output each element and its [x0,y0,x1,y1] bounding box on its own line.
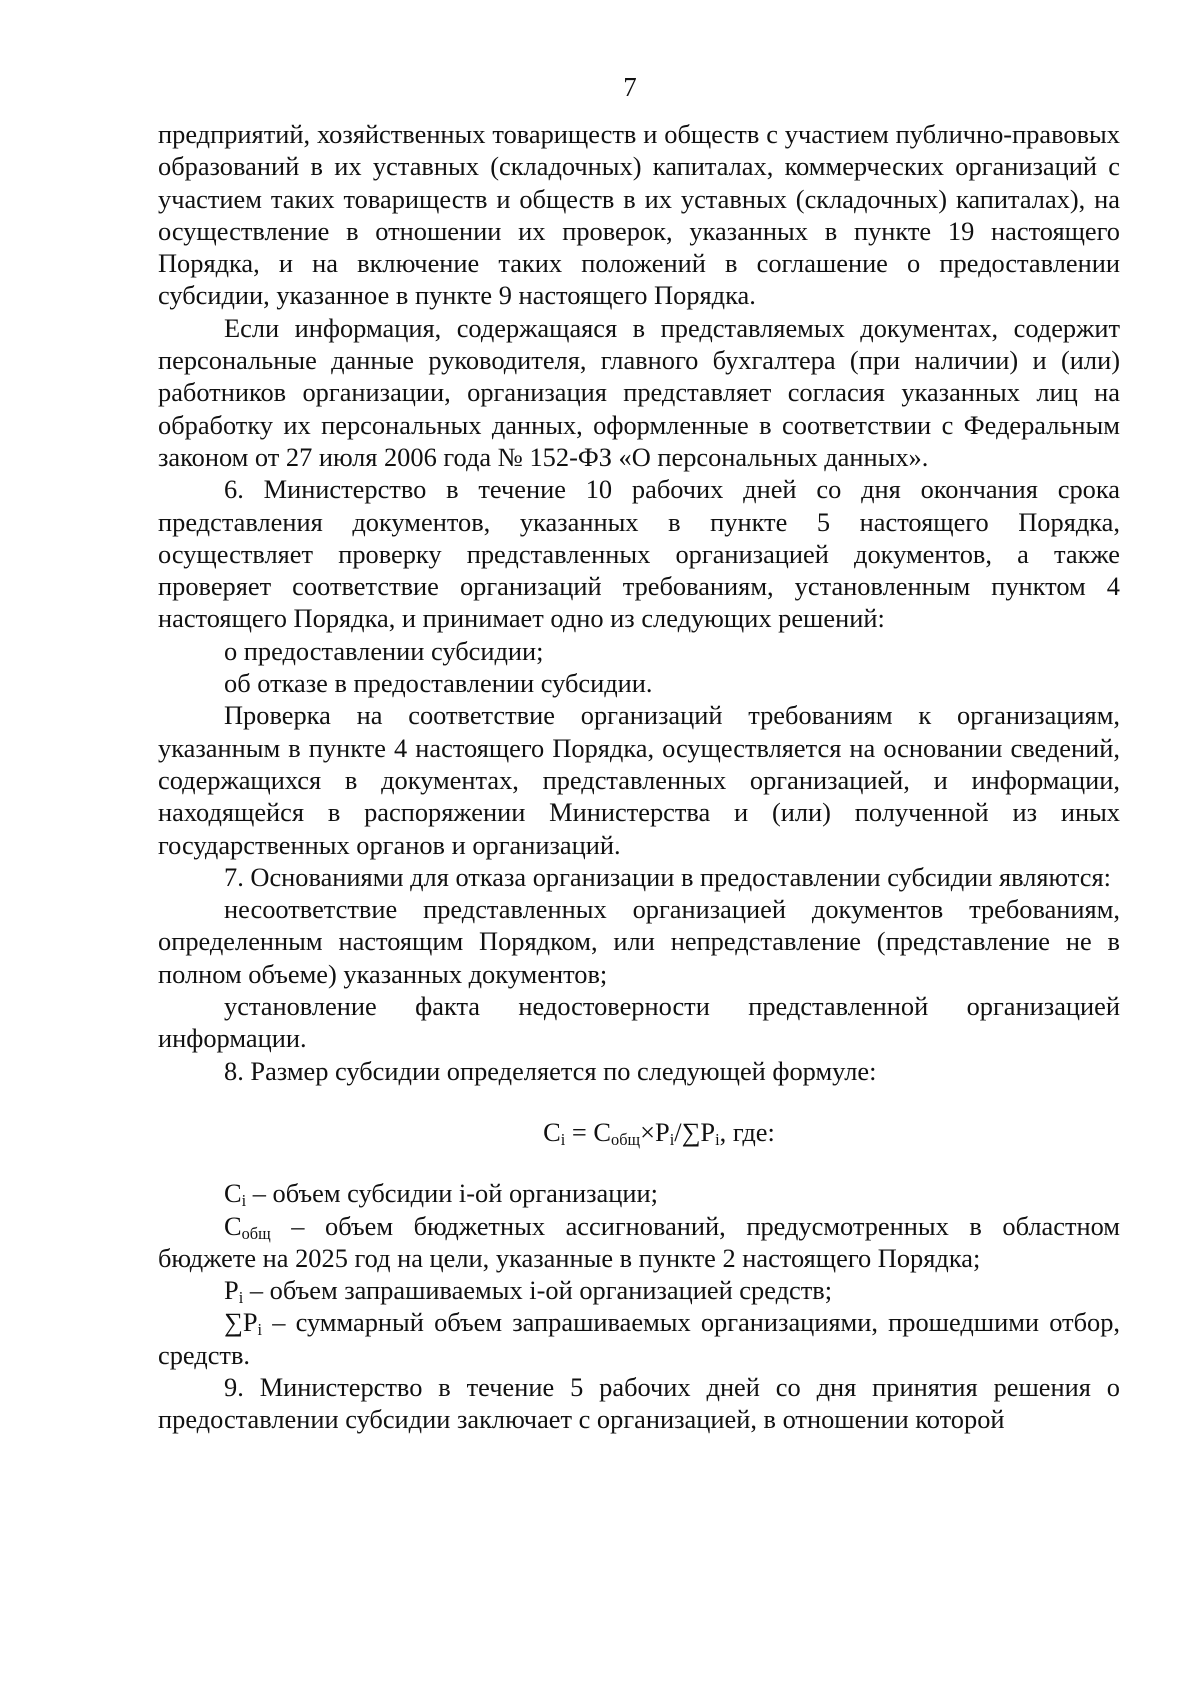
definition-sum-pi: $\sum P_i$ – суммарный объем запрашиваемых организациями, прошедшими отбор, средств. [158,1307,1120,1370]
paragraph-item-7: 7. Основаниями для отказа организации в предоставлении субсидии являются: [224,861,1111,892]
definition-ctotal: $C_{общ}$ – объем бюджетных ассигнований, предусмотренных в областном бюджете на 2025 год на цели, указанные в пункте 2 настоящего Порядка; [158,1210,1120,1273]
page-number: 7 [623,72,637,102]
decision-option-grant: о предоставлении субсидии; [224,635,544,666]
paragraph-personal-data: Если информация, содержащаяся в представляемых документах, содержит персональные данные руководителя, главного бухгалтера (при наличии) и (или) работников организации, организация представляет согласия указанных лиц на обработку их персональных данных, оформленные в соответствии с Федеральным законом от 27 июля 2006 года № 152-ФЗ «О персональных данных». [158,312,1120,472]
paragraph-item-9: 9. Министерство в течение 5 рабочих дней со дня принятия решения о предоставлении субсидии заключает с организацией, в отношении которой [158,1371,1120,1435]
subsidy-formula: $C_i = C_{общ}\times P_i/\sum P_i$, где: [543,1116,775,1149]
definition-ci: $C_i$ – объем субсидии i-ой организации; [224,1178,658,1211]
definition-pi: $P_i$ – объем запрашиваемых i-ой организацией средств; [224,1275,833,1308]
refusal-ground-documents: несоответствие представленных организацией документов требованиям, определенным настоящим Порядком, или непредставление (представление не в полном объеме) указанных документов; [158,894,1120,989]
paragraph-item-8: 8. Размер субсидии определяется по следующей формуле: [224,1055,877,1086]
paragraph-item-6: 6. Министерство в течение 10 рабочих дней со дня окончания срока представления документов, указанных в пункте 5 настоящего Порядка, осуществляет проверку представленных организацией документов, а также проверяет соответствие организаций требованиям, установленным пунктом 4 настоящего Порядка, и принимает одно из следующих решений: [158,474,1120,634]
paragraph-continuation: предприятий, хозяйственных товариществ и обществ с участием публично-правовых образований в их уставных (складочных) капиталах, коммерческих организаций с участием таких товариществ и обществ в их уставных (складочных) капиталах), на осуществление в отношении их проверок, указанных в пункте 19 настоящего Порядка, и на включение таких положений в соглашение о предоставлении субсидии, указанное в пункте 9 настоящего Порядка. [158,119,1120,311]
paragraph-compliance-check: Проверка на соответствие организаций требованиям к организациям, указанным в пункте 4 настоящего Порядка, осуществляется на основании сведений, содержащихся в документах, представленных организацией, и информации, находящейся в распоряжении Министерства и (или) полученной из иных государственных органов и организаций. [158,700,1120,860]
decision-option-refuse: об отказе в предоставлении субсидии. [224,668,653,699]
document-body [158,118,1120,1436]
refusal-ground-false-info: установление факта недостоверности представленной организацией информации. [158,991,1120,1054]
